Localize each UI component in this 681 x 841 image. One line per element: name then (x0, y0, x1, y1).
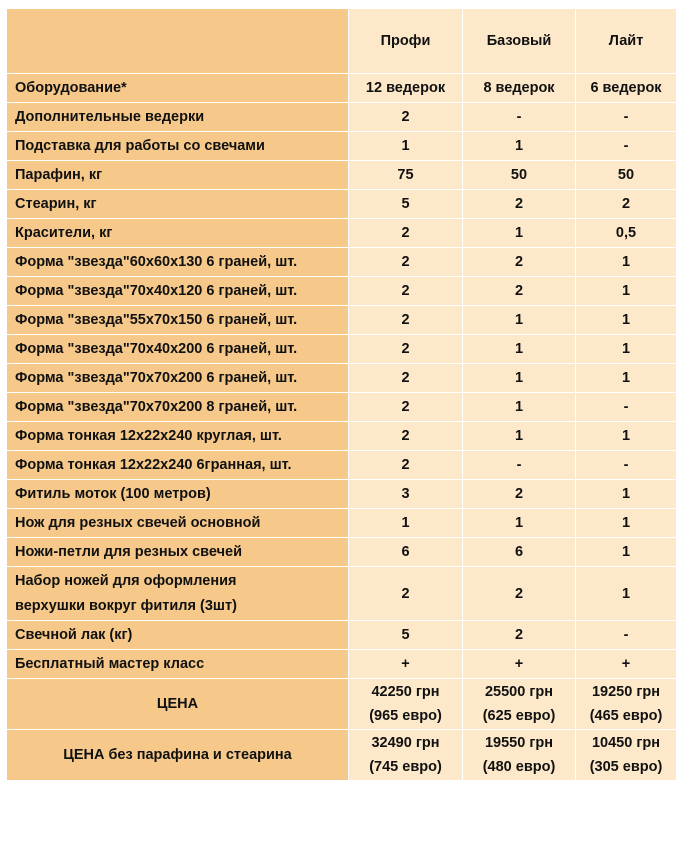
cell-bazovyi: 1 (463, 364, 576, 393)
row-label: Форма тонкая 12х22х240 6гранная, шт. (7, 451, 349, 480)
row-label: Форма "звезда"70х70х200 6 граней, шт. (7, 364, 349, 393)
row-label: Нож для резных свечей основной (7, 509, 349, 538)
price-uah: 25500 грн (484, 684, 553, 700)
cell-profi: 2 (349, 335, 463, 364)
cell-bazovyi: 6 (463, 538, 576, 567)
row-label: Красители, кг (7, 219, 349, 248)
row-label: Ножи-петли для резных свечей (7, 538, 349, 567)
price-bazovyi (463, 679, 576, 730)
price-lait (576, 730, 677, 781)
table-row (7, 248, 677, 277)
cell-bazovyi: 1 (463, 132, 576, 161)
header-bazovyi: Базовый (463, 9, 576, 74)
cell-lait: 0,5 (576, 219, 677, 248)
cell-bazovyi: 1 (463, 219, 576, 248)
price-eur: (625 евро) (482, 708, 556, 724)
cell-bazovyi: - (463, 451, 576, 480)
price-bazovyi (463, 730, 576, 781)
cell-bazovyi: 8 ведерок (463, 74, 576, 103)
cell-bazovyi: 2 (463, 480, 576, 509)
table-row (7, 190, 677, 219)
row-label: Оборудование* (7, 74, 349, 103)
row-label: Форма "звезда"70х40х120 6 граней, шт. (7, 277, 349, 306)
header-corner-cell (7, 9, 349, 74)
price-profi (349, 679, 463, 730)
table-row (7, 219, 677, 248)
cell-bazovyi: - (463, 103, 576, 132)
table-row (7, 509, 677, 538)
cell-profi: 2 (349, 451, 463, 480)
table-row (7, 364, 677, 393)
table-row (7, 306, 677, 335)
price-eur: (465 евро) (589, 708, 663, 724)
row-label: Стеарин, кг (7, 190, 349, 219)
cell-lait: - (576, 393, 677, 422)
cell-lait: 1 (576, 335, 677, 364)
table-row (7, 74, 677, 103)
cell-profi: 5 (349, 190, 463, 219)
price-eur: (480 евро) (482, 759, 556, 775)
row-label: Форма "звезда"70х40х200 6 граней, шт. (7, 335, 349, 364)
cell-lait: 1 (576, 567, 677, 621)
cell-profi: 2 (349, 219, 463, 248)
row-label (7, 567, 349, 621)
table-row (7, 277, 677, 306)
table-row (7, 538, 677, 567)
cell-lait: 1 (576, 538, 677, 567)
cell-profi: 1 (349, 509, 463, 538)
cell-profi: 5 (349, 621, 463, 650)
cell-lait: - (576, 103, 677, 132)
row-label: Форма тонкая 12х22х240 круглая, шт. (7, 422, 349, 451)
row-label: Фитиль моток (100 метров) (7, 480, 349, 509)
cell-lait: - (576, 451, 677, 480)
price-lait (576, 679, 677, 730)
price-uah: 32490 грн (371, 735, 440, 751)
price-uah: 19250 грн (591, 684, 660, 700)
price-eur: (965 евро) (369, 708, 442, 724)
price-profi (349, 730, 463, 781)
table-row (7, 650, 677, 679)
price-eur: (745 евро) (369, 759, 442, 775)
cell-profi: 2 (349, 103, 463, 132)
cell-profi: 2 (349, 567, 463, 621)
row-label: Свечной лак (кг) (7, 621, 349, 650)
table-row (7, 132, 677, 161)
cell-lait: 6 ведерок (576, 74, 677, 103)
row-label-line: верхушки вокруг фитиля (3шт) (15, 597, 237, 614)
table-wrapper (6, 8, 677, 781)
cell-lait: - (576, 132, 677, 161)
cell-profi: 2 (349, 393, 463, 422)
cell-bazovyi: + (463, 650, 576, 679)
row-label: Парафин, кг (7, 161, 349, 190)
table-row (7, 451, 677, 480)
table-row (7, 393, 677, 422)
cell-lait: 1 (576, 364, 677, 393)
table-row (7, 103, 677, 132)
cell-lait: + (576, 650, 677, 679)
cell-profi: 2 (349, 277, 463, 306)
price-row (7, 679, 677, 730)
cell-bazovyi: 1 (463, 306, 576, 335)
row-label: Бесплатный мастер класс (7, 650, 349, 679)
cell-profi: 2 (349, 306, 463, 335)
table-row (7, 621, 677, 650)
cell-profi: 75 (349, 161, 463, 190)
price-eur: (305 евро) (589, 759, 663, 775)
cell-lait: 50 (576, 161, 677, 190)
cell-lait: 1 (576, 509, 677, 538)
price-uah: 10450 грн (591, 735, 660, 751)
cell-bazovyi: 2 (463, 277, 576, 306)
cell-bazovyi: 1 (463, 422, 576, 451)
cell-bazovyi: 2 (463, 621, 576, 650)
cell-lait: 1 (576, 422, 677, 451)
price-uah: 42250 грн (371, 684, 440, 700)
cell-profi: 2 (349, 422, 463, 451)
row-label-line: Набор ножей для оформления (15, 572, 237, 589)
cell-lait: - (576, 621, 677, 650)
cell-bazovyi: 2 (463, 567, 576, 621)
cell-lait: 1 (576, 306, 677, 335)
price-row (7, 730, 677, 781)
cell-profi: 2 (349, 364, 463, 393)
cell-bazovyi: 1 (463, 393, 576, 422)
table-row (7, 161, 677, 190)
cell-bazovyi: 50 (463, 161, 576, 190)
row-label: Форма "звезда"55х70х150 6 граней, шт. (7, 306, 349, 335)
cell-bazovyi: 2 (463, 190, 576, 219)
cell-lait: 1 (576, 480, 677, 509)
cell-profi: 6 (349, 538, 463, 567)
row-label: Форма "звезда"70х70х200 8 граней, шт. (7, 393, 349, 422)
row-label: Форма "звезда"60х60х130 6 граней, шт. (7, 248, 349, 277)
cell-profi: + (349, 650, 463, 679)
cell-profi: 2 (349, 248, 463, 277)
comparison-table (6, 8, 677, 781)
cell-profi: 12 ведерок (349, 74, 463, 103)
table-row (7, 567, 677, 621)
row-label: Дополнительные ведерки (7, 103, 349, 132)
header-row (7, 9, 677, 74)
cell-bazovyi: 1 (463, 509, 576, 538)
table-row (7, 335, 677, 364)
cell-lait: 1 (576, 248, 677, 277)
cell-bazovyi: 2 (463, 248, 576, 277)
price-label: ЦЕНА без парафина и стеарина (7, 730, 349, 781)
header-profi: Профи (349, 9, 463, 74)
cell-profi: 1 (349, 132, 463, 161)
price-uah: 19550 грн (484, 735, 553, 751)
table-row (7, 480, 677, 509)
row-label: Подставка для работы со свечами (7, 132, 349, 161)
table-row (7, 422, 677, 451)
cell-bazovyi: 1 (463, 335, 576, 364)
cell-profi: 3 (349, 480, 463, 509)
cell-lait: 1 (576, 277, 677, 306)
price-label: ЦЕНА (7, 679, 349, 730)
header-lait: Лайт (576, 9, 677, 74)
cell-lait: 2 (576, 190, 677, 219)
